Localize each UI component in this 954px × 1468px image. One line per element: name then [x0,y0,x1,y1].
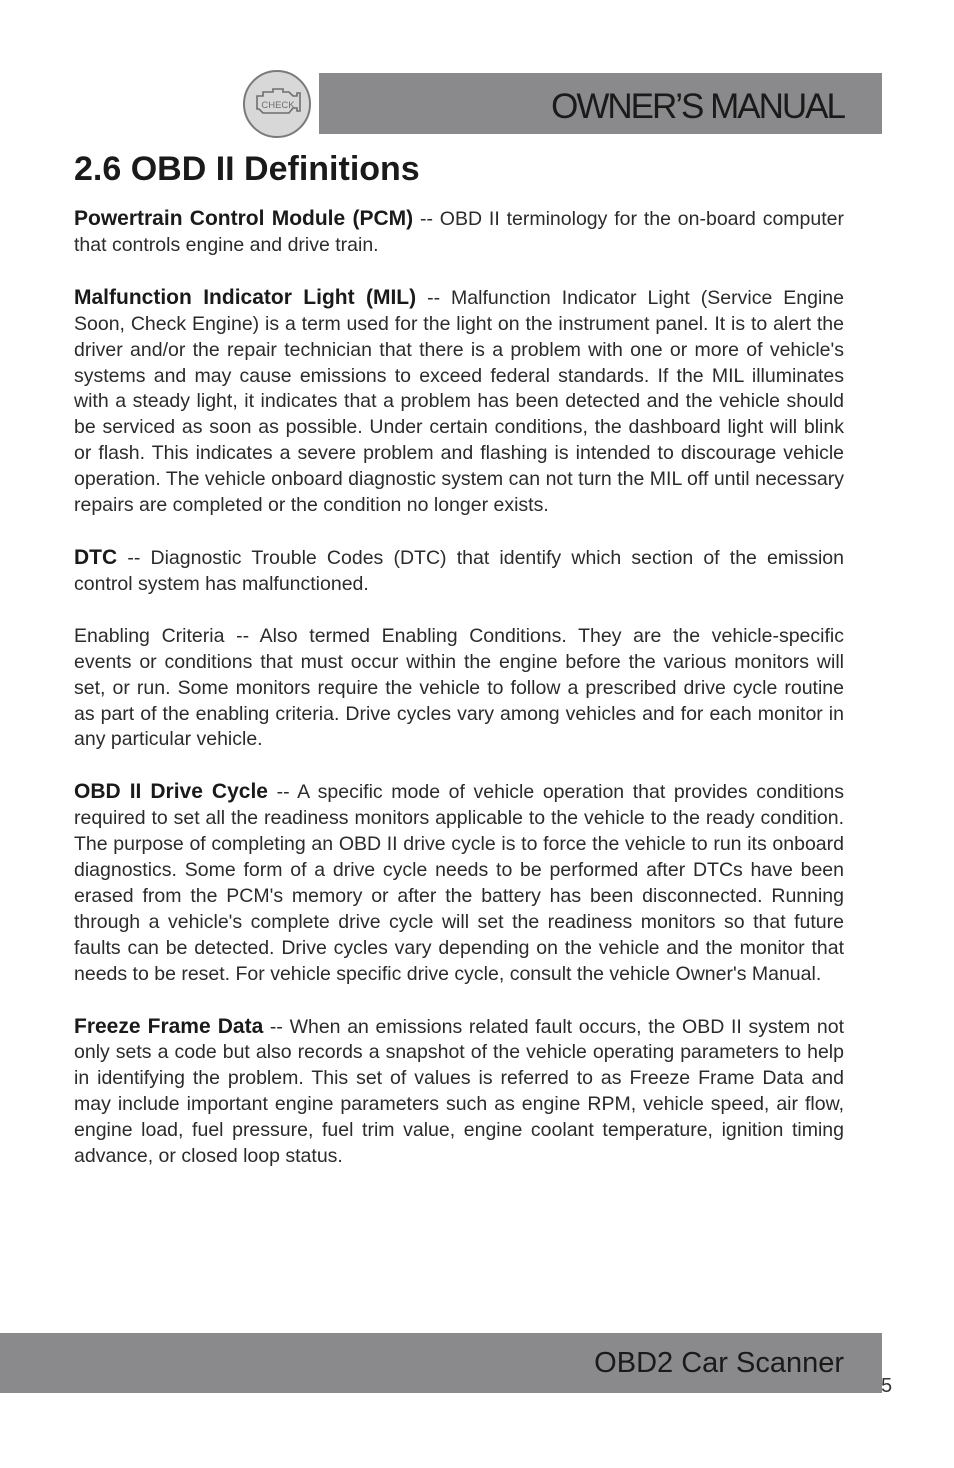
definition-dtc [74,545,844,598]
definitions-list [74,206,844,1196]
manual-title: OWNER’S MANUAL [551,87,844,126]
definition-text: -- Diagnostic Trouble Codes (DTC) that identify which section of the emission control system has malfunctioned. [74,546,844,595]
definition-term: DTC [74,545,118,569]
definition-pcm [74,206,844,259]
definition-text: -- OBD II terminology for the on-board computer that controls engine and drive train. [74,208,845,256]
definition-enabling-criteria [74,624,844,754]
definition-text: Enabling Criteria -- Also termed Enabling Conditions. They are the vehicle-specific events or conditions that must occur within the engine before the various monitors will set, or run. Some monitors require the vehicle to follow a prescribed drive cycle routine as part of the enabling criteria. Drive cycles vary among vehicles and for each monitor in any particular vehicle. [74,624,844,751]
definition-mil [74,285,844,519]
definition-text: -- A specific mode of vehicle operation that provides conditions required to set all the readiness monitors applicable to the vehicle to the ready condition. The purpose of completing an OBD II drive cycle is to force the vehicle to run its onboard diagnostics. Some form of a drive cycle needs to be performed after DTCs have been erased from the PCM's memory or after the battery has been disconnected. Running through a vehicle's complete drive cycle will set the readiness monitors so that future faults can be detected. Drive cycles vary depending on the vehicle and the monitor that needs to be reset. For vehicle specific drive cycle, consult the vehicle Owner's Manual. [74,781,845,985]
page-title: 2.6 OBD II Definitions [74,150,420,188]
definition-freeze-frame [74,1014,844,1170]
definition-text: -- Malfunction Indicator Light (Service Engine Soon, Check Engine) is a term used for the light on the instrument panel. It is to alert the driver and/or the repair technician that there is a problem with one or more of vehicle's systems and may cause emissions to exceed federal standards. If the MIL illuminates with a steady light, it indicates that a problem has been detected and the vehicle should be serviced as soon as possible. Under certain conditions, the dashboard light will blink or flash. This indicates a severe problem and flashing is intended to discourage vehicle operation. The vehicle onboard diagnostic system can not turn the MIL off until necessary repairs are completed or the condition no longer exists. [74,286,844,517]
engine-icon [245,72,309,136]
definition-term: Malfunction Indicator Light (MIL) [74,285,417,309]
definition-term: Freeze Frame Data [74,1014,264,1038]
page-number: 5 [881,1375,893,1397]
header-bar [319,73,882,134]
definition-term: OBD II Drive Cycle [74,780,268,804]
logo-text: CHECK [261,100,295,111]
definition-text: -- When an emissions related fault occurs, the OBD II system not only sets a code but also records a snapshot of the vehicle operating parameters to help in identifying the problem. This set of values is referred to as Freeze Frame Data and may include important engine parameters such as engine RPM, vehicle speed, air flow, engine load, fuel pressure, fuel trim value, engine coolant temperature, ignition timing advance, or closed loop status. [74,1015,844,1168]
footer-bar [0,1333,882,1393]
definition-term: Powertrain Control Module (PCM) [74,207,414,230]
check-engine-logo [243,70,311,138]
product-name: OBD2 Car Scanner [594,1347,844,1379]
definition-drive-cycle [74,779,844,987]
